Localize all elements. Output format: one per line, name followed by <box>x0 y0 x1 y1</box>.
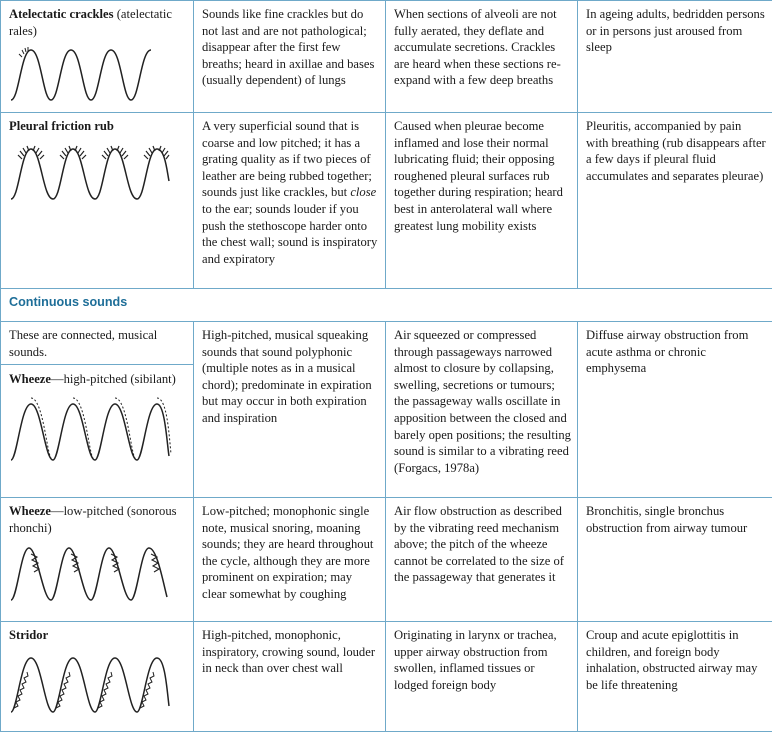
stridor-wave-icon <box>9 650 174 716</box>
conditions-cell: Diffuse airway obstruction from acute asthma or chronic emphysema <box>578 322 772 498</box>
sound-name-cell <box>1 322 194 498</box>
sound-name: Pleural friction rub <box>9 119 114 133</box>
section-header-row <box>1 289 772 322</box>
conditions-cell: Croup and acute epiglottitis in children, and foreign body inhalation, obstructed airway may be life threatening <box>578 622 772 732</box>
sound-name-cell <box>1 1 194 113</box>
description-emphasis: close <box>350 185 377 200</box>
description-text: to the ear; sounds louder if you push the stethoscope harder onto the chest wall; sound is inspiratory and expiratory <box>202 201 378 266</box>
sound-name-cell <box>1 113 194 289</box>
mechanism-cell: Air squeezed or compressed through passageways narrowed almost to closure by collapsing, swelling, secretions or tumours; the passageway walls oscillate in apposition between the closed and barely open positions; the resulting sound is similar to a vibrating reed (Forgacs, 1978a) <box>386 322 578 498</box>
description-cell: High-pitched, musical squeaking sounds that sound polyphonic (multiple notes as in a musical chord); predominate in expiration but may occur in both expiration and inspiration <box>194 322 386 498</box>
section-intro: These are connected, musical sounds. <box>9 328 158 359</box>
description-cell: Low-pitched; monophonic single note, musical snoring, moaning sounds; they are heard throughout the cycle, although they are more prominent on expiration; may clear somewhat by coughing <box>194 498 386 622</box>
sound-name-cell <box>1 622 194 732</box>
conditions-cell: Bronchitis, single bronchus obstruction from airway tumour <box>578 498 772 622</box>
conditions-cell: Pleuritis, accompanied by pain with breathing (rub disappears after a few days if pleural fluid accumulates and separates pleurae) <box>578 113 772 289</box>
table-row <box>1 1 772 113</box>
description-cell: High-pitched, monophonic, inspiratory, crowing sound, louder in neck than over chest wall <box>194 622 386 732</box>
mechanism-cell: Caused when pleurae become inflamed and lose their normal lubricating fluid; their opposing roughened pleural surfaces rub together during respiration; heard best in anterolateral wall where greatest lung mobility exists <box>386 113 578 289</box>
wheeze-high-pitched-wave-icon <box>9 394 174 466</box>
section-title: Continuous sounds <box>1 289 772 322</box>
description-text: A very superficial sound that is coarse and low pitched; it has a grating quality as if two pieces of leather are being rubbed together; sounds just like crackles, but <box>202 119 372 200</box>
mechanism-cell: Air flow obstruction as described by the vibrating reed mechanism above; the pitch of the wheeze cannot be correlated to the size of the passageway that generates it <box>386 498 578 622</box>
sound-name: Wheeze <box>9 504 51 518</box>
conditions-cell: In ageing adults, bedridden persons or in persons just aroused from sleep <box>578 1 772 113</box>
sound-name: Wheeze <box>9 372 51 387</box>
description-cell <box>194 113 386 289</box>
sound-name-suffix: (atelectatic rales) <box>9 7 172 38</box>
pleural-friction-rub-wave-icon <box>9 141 174 203</box>
table-row <box>1 498 772 622</box>
mechanism-cell: When sections of alveoli are not fully aerated, they deflate and accumulate secretions. Crackles are heard when these sections re-expand with a few deep breaths <box>386 1 578 113</box>
description-cell: Sounds like fine crackles but do not last and are not pathological; disappear after the first few breaths; heard in axillae and bases (usually dependent) of lungs <box>194 1 386 113</box>
sound-name-cell <box>1 498 194 622</box>
table-row <box>1 622 772 732</box>
table-row <box>1 113 772 289</box>
wheeze-low-pitched-wave-icon <box>9 542 174 604</box>
sound-name-suffix: —low-pitched (sonorous rhonchi) <box>9 504 177 535</box>
table-row <box>1 322 772 498</box>
sound-name: Stridor <box>9 628 49 642</box>
sound-name-suffix: —high-pitched (sibilant) <box>50 372 176 387</box>
atelectatic-crackles-wave-icon <box>9 45 159 103</box>
mechanism-cell: Originating in larynx or trachea, upper airway obstruction from swollen, inflamed tissues or lodged foreign body <box>386 622 578 732</box>
sound-name-block <box>1 364 193 388</box>
sound-name: Atelectatic crackles <box>9 7 114 21</box>
